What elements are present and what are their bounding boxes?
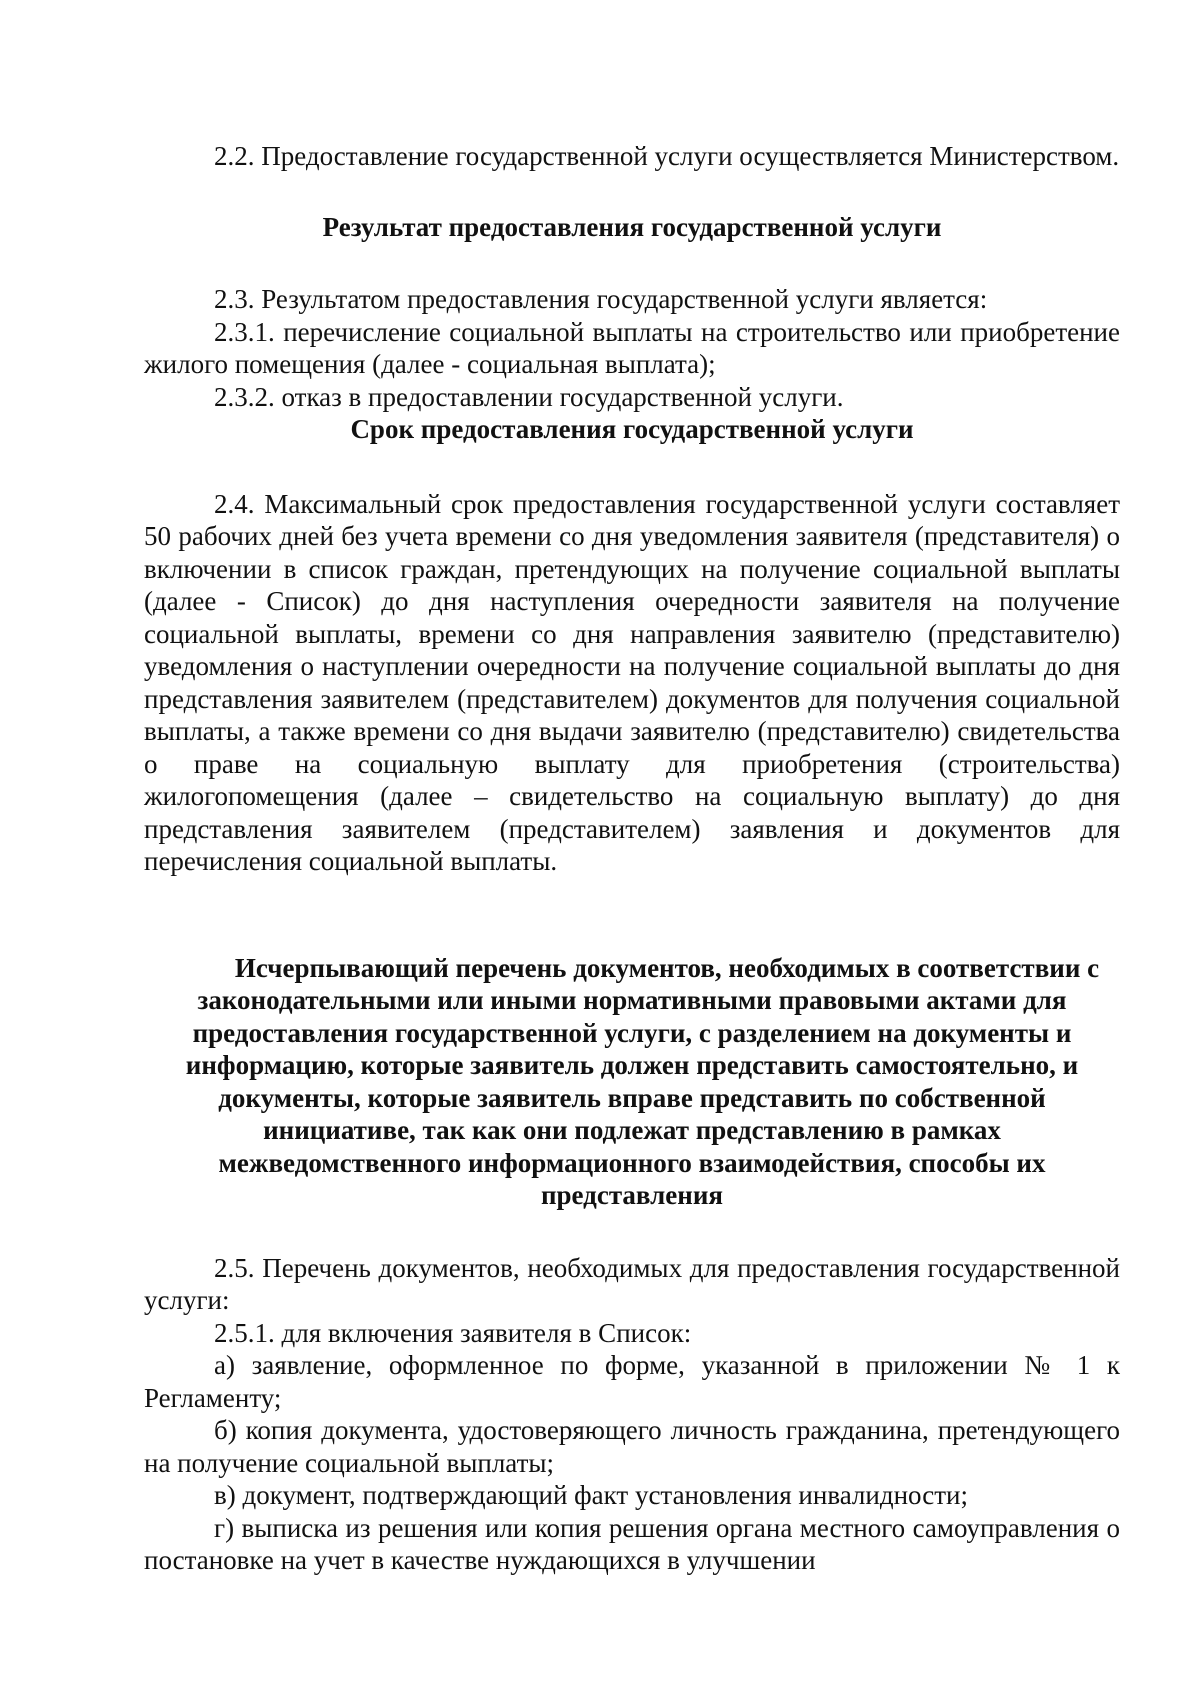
list-item-a: а) заявление, оформленное по форме, указанной в приложении № 1 к Регламенту;: [144, 1350, 1120, 1413]
paragraph-2-3-2: 2.3.2. отказ в предоставлении государственной услуги.: [214, 381, 844, 412]
heading-documents-list: Исчерпывающий перечень документов, необходимых в соответствии с законодательными или иными нормативными правовыми актами для предоставления государственной услуги, с разделением на документы и информацию, которые заявитель должен представить самостоятельно, и документы, которые заявитель вправе представить по собственной инициативе, так как они подлежат представлению в рамках межведомственного информационного взаимодействия, способы их представления: [185, 952, 1100, 1210]
paragraph-2-3: 2.3. Результатом предоставления государственной услуги является:: [214, 284, 988, 314]
heading-result: Результат предоставления государственной услуги: [322, 211, 942, 242]
paragraph-2-5: 2.5. Перечень документов, необходимых для предоставления государственной услуги:: [144, 1252, 1120, 1315]
list-item-b: б) копия документа, удостоверяющего личность гражданина, претендующего на получение социальной выплаты;: [144, 1415, 1120, 1478]
list-item-v: в) документ, подтверждающий факт установления инвалидности;: [214, 1480, 968, 1510]
document-page: [144, 140, 1120, 1577]
list-item-g: г) выписка из решения или копия решения органа местного самоуправления о постановке на учет в качестве нуждающихся в улучшении: [144, 1512, 1120, 1575]
paragraph-2-4: 2.4. Максимальный срок предоставления государственной услуги составляет 50 рабочих дней без учета времени со дня уведомления заявителя (представителя) о включении в список граждан, претендующих на получение социальной выплаты (далее - Список) до дня наступления очередности заявителя на получение социальной выплаты, времени со дня направления заявителю (представителю) уведомления о наступлении очередности на получение социальной выплаты до дня представления заявителем (представителем) документов для получения социальной выплаты, а также времени со дня выдачи заявителю (представителю) свидетельства о праве на социальную выплату для приобретения (строительства) жилогопомещения (далее – свидетельство на социальную выплату) до дня представления заявителем (представителем) заявления и документов для перечисления социальной выплаты.: [144, 488, 1120, 876]
paragraph-2-5-1: 2.5.1. для включения заявителя в Список:: [214, 1317, 692, 1348]
paragraph-2-3-1: 2.3.1. перечисление социальной выплаты на строительство или приобретение жилого помещения (далее - социальная выплата);: [144, 316, 1120, 379]
paragraph-2-2: 2.2. Предоставление государственной услуги осуществляется Министерством.: [214, 141, 1120, 171]
heading-term: Срок предоставления государственной услуги: [350, 414, 914, 444]
